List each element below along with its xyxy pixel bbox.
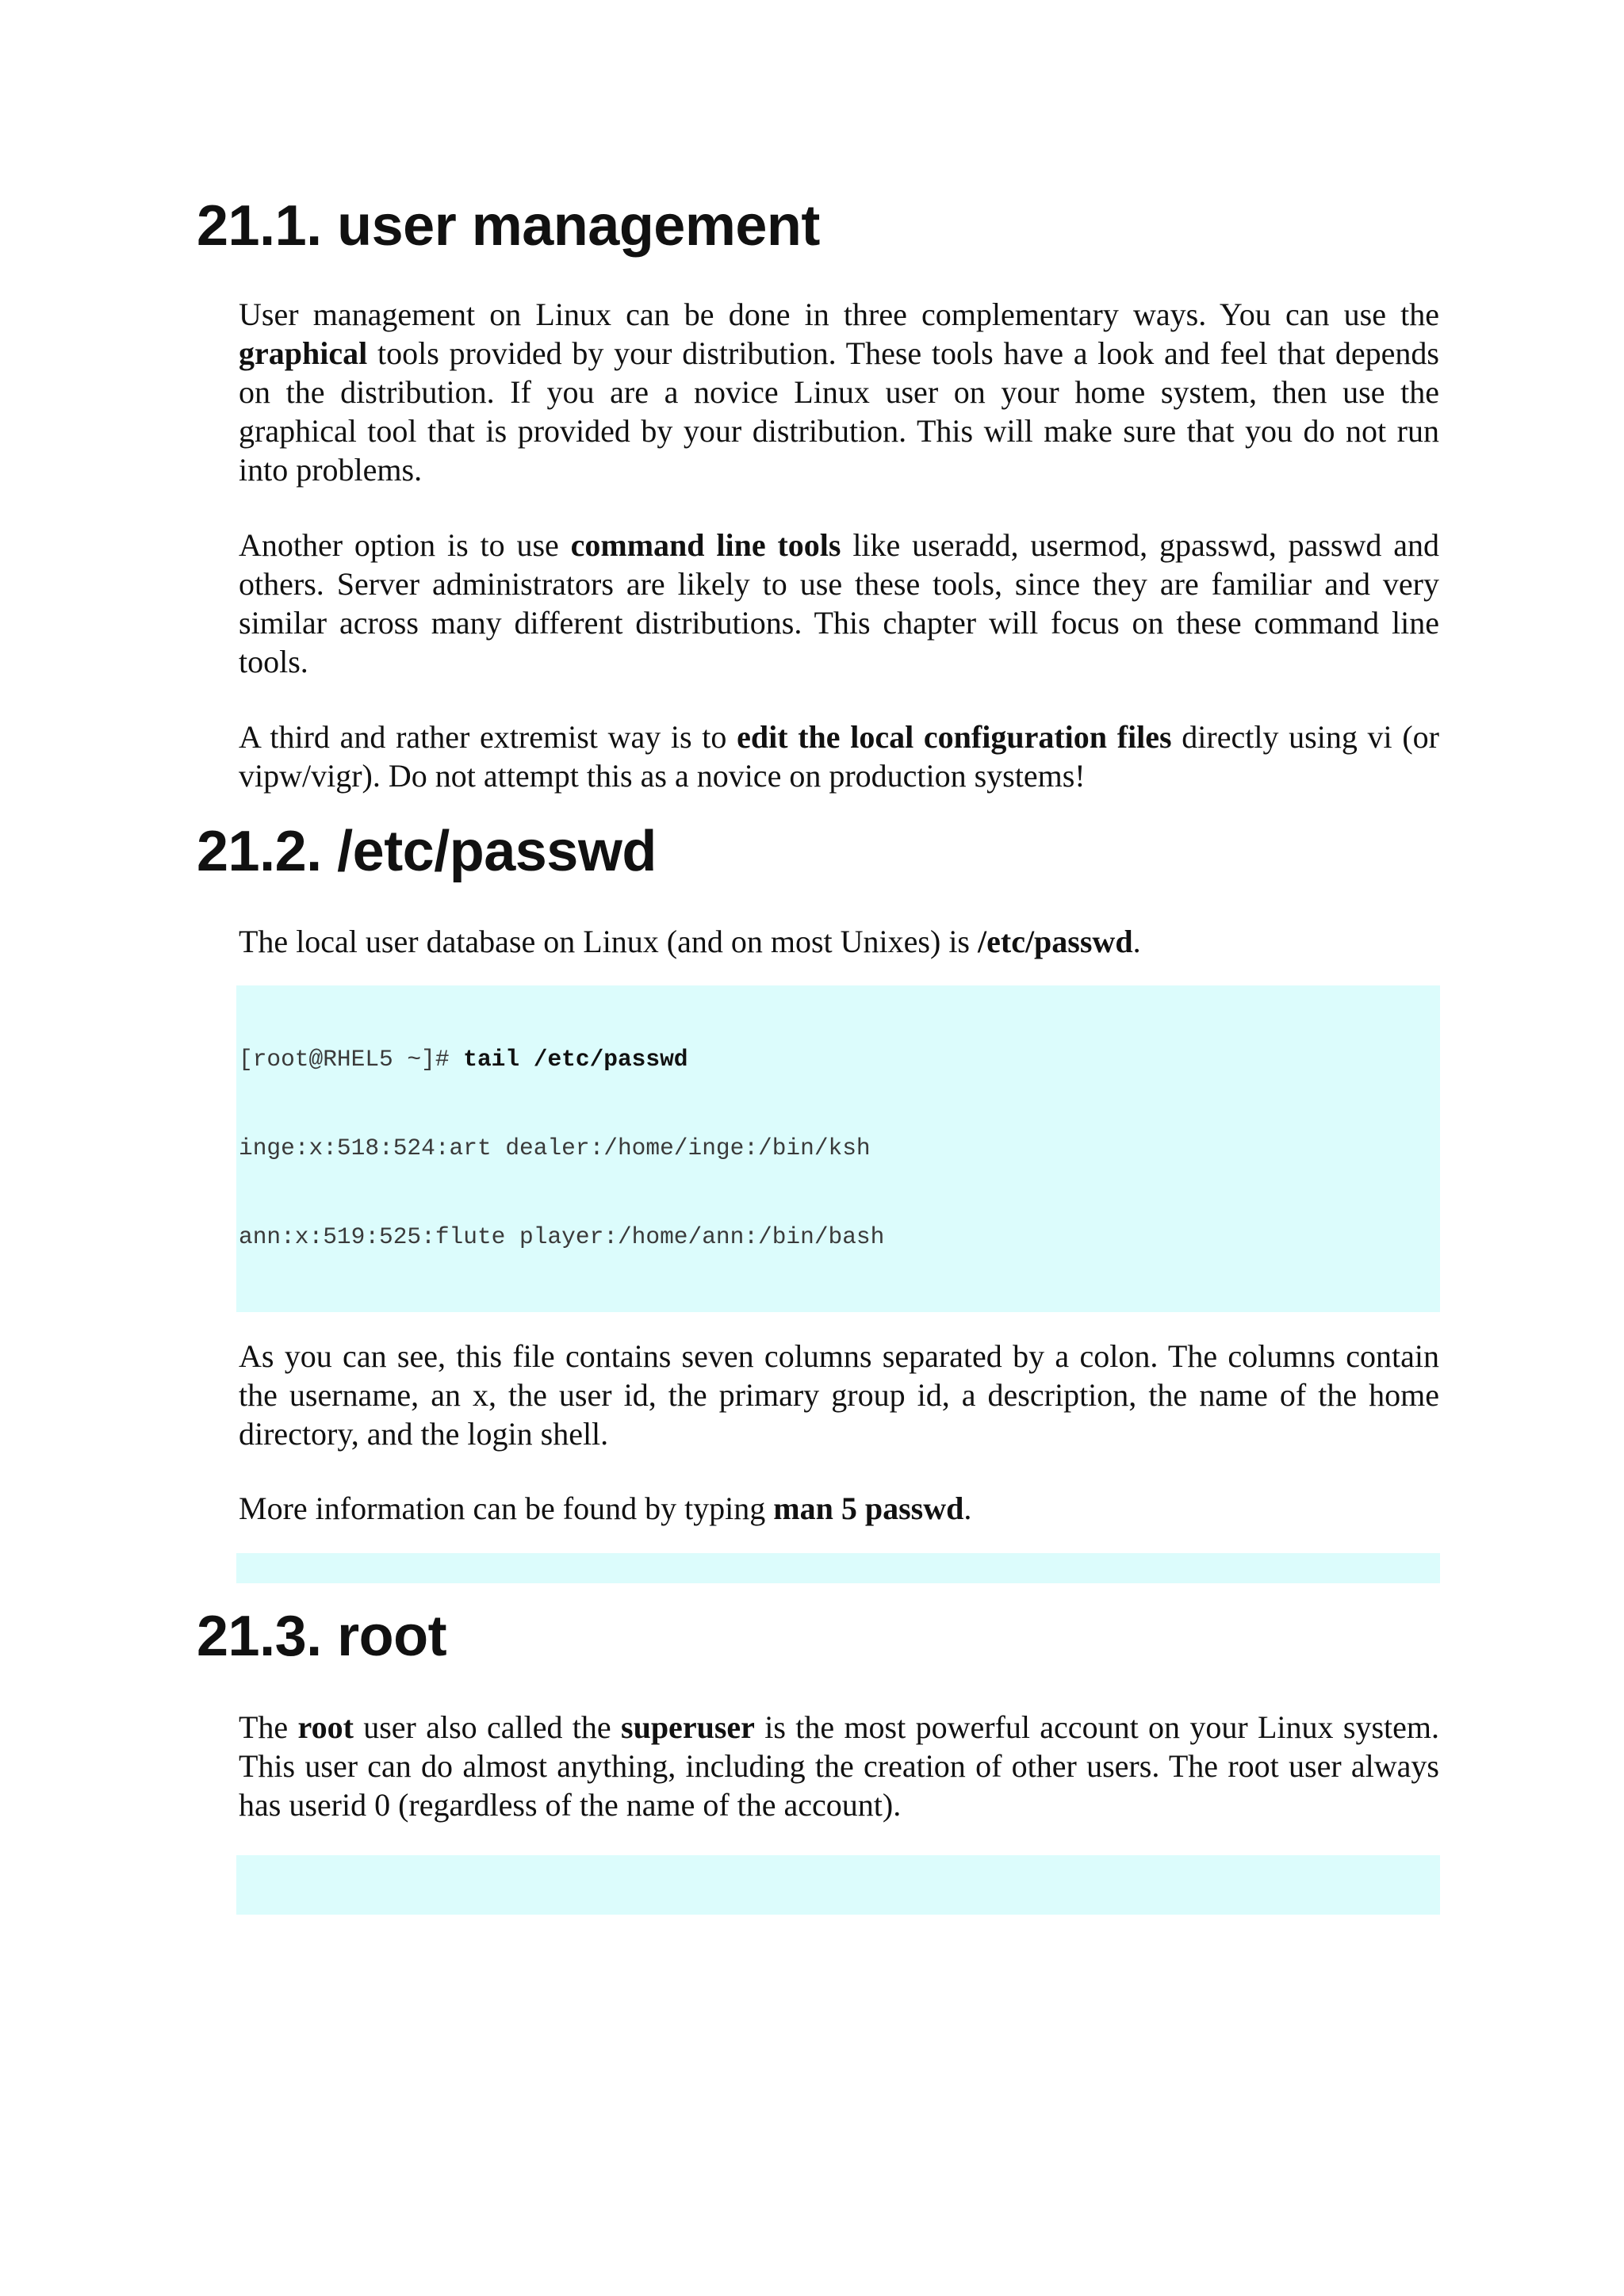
section-title-user-management: 21.1. user management [197, 194, 820, 258]
section-title-root: 21.3. root [197, 1605, 447, 1668]
text-run: is the most powerful account on your Linux system. This user can do almost anything, including the creation of other users. The root user always has userid 0 (regardless of the name of the account). [239, 1709, 1439, 1823]
text-run: . [963, 1490, 972, 1526]
emphasis-superuser: superuser [621, 1709, 755, 1745]
text-run: Another option is to use [239, 527, 571, 563]
paragraph-root-superuser [239, 1708, 1439, 1824]
paragraph-seven-columns: As you can see, this file contains seven columns separated by a colon. The columns contain the username, an x, the user id, the primary group id, a description, the name of the home directory, and the login shell. [239, 1338, 1439, 1452]
code-output-line [239, 1311, 1440, 1312]
emphasis-edit-config-files: edit the local configuration files [737, 719, 1172, 755]
code-prompt-line [239, 1045, 1440, 1074]
paragraph-edit-config-files [239, 718, 1439, 795]
code-output-line: ann:x:519:525:flute player:/home/ann:/bin/bash [239, 1223, 885, 1251]
text-run: user also called the [353, 1709, 621, 1745]
code-output-line: inge:x:518:524:art dealer:/home/inge:/bin/ksh [239, 1135, 871, 1162]
section-title-etc-passwd: 21.2. /etc/passwd [197, 820, 657, 883]
text-run: The local user database on Linux (and on most Unixes) is [239, 924, 978, 959]
text-run: The [239, 1709, 298, 1745]
paragraph-local-user-database [239, 922, 1439, 961]
paragraph-more-information [239, 1489, 1439, 1528]
emphasis-root: root [297, 1709, 354, 1745]
code-block-head-passwd [236, 1855, 1440, 1915]
emphasis-etc-passwd: /etc/passwd [978, 924, 1133, 959]
emphasis-command-line-tools: command line tools [570, 527, 841, 563]
text-run: . [1132, 924, 1141, 959]
text-run: directly using vi (or vipw/vigr). Do not attempt this as a novice on production systems! [239, 719, 1439, 794]
shell-prompt: [root@RHEL5 ~]# [239, 1045, 464, 1073]
text-run: tools provided by your distribution. These tools have a look and feel that depends on the distribution. If you are a novice Linux user on your home system, then use the graphical tool that is provided by your distribution. This will make sure that you do not run into problems. [239, 335, 1439, 488]
code-block-man-passwd [236, 1553, 1440, 1583]
paragraph-user-management-ways [239, 295, 1439, 489]
text-run: More information can be found by typing [239, 1490, 774, 1526]
text-run: like useradd, usermod, gpasswd, passwd and others. Server administrators are likely to use these tools, since they are familiar and very similar across many different distributions. This chapter will focus on these command line tools. [239, 527, 1439, 679]
emphasis-man-5-passwd: man 5 passwd [773, 1490, 964, 1526]
shell-command: tail /etc/passwd [463, 1045, 688, 1073]
text-run: A third and rather extremist way is to [239, 719, 737, 755]
paragraph-command-line-tools [239, 526, 1439, 681]
emphasis-graphical: graphical [239, 335, 368, 371]
code-block-tail-passwd [236, 985, 1440, 1312]
text-run: User management on Linux can be done in three complementary ways. You can use the [239, 297, 1439, 332]
